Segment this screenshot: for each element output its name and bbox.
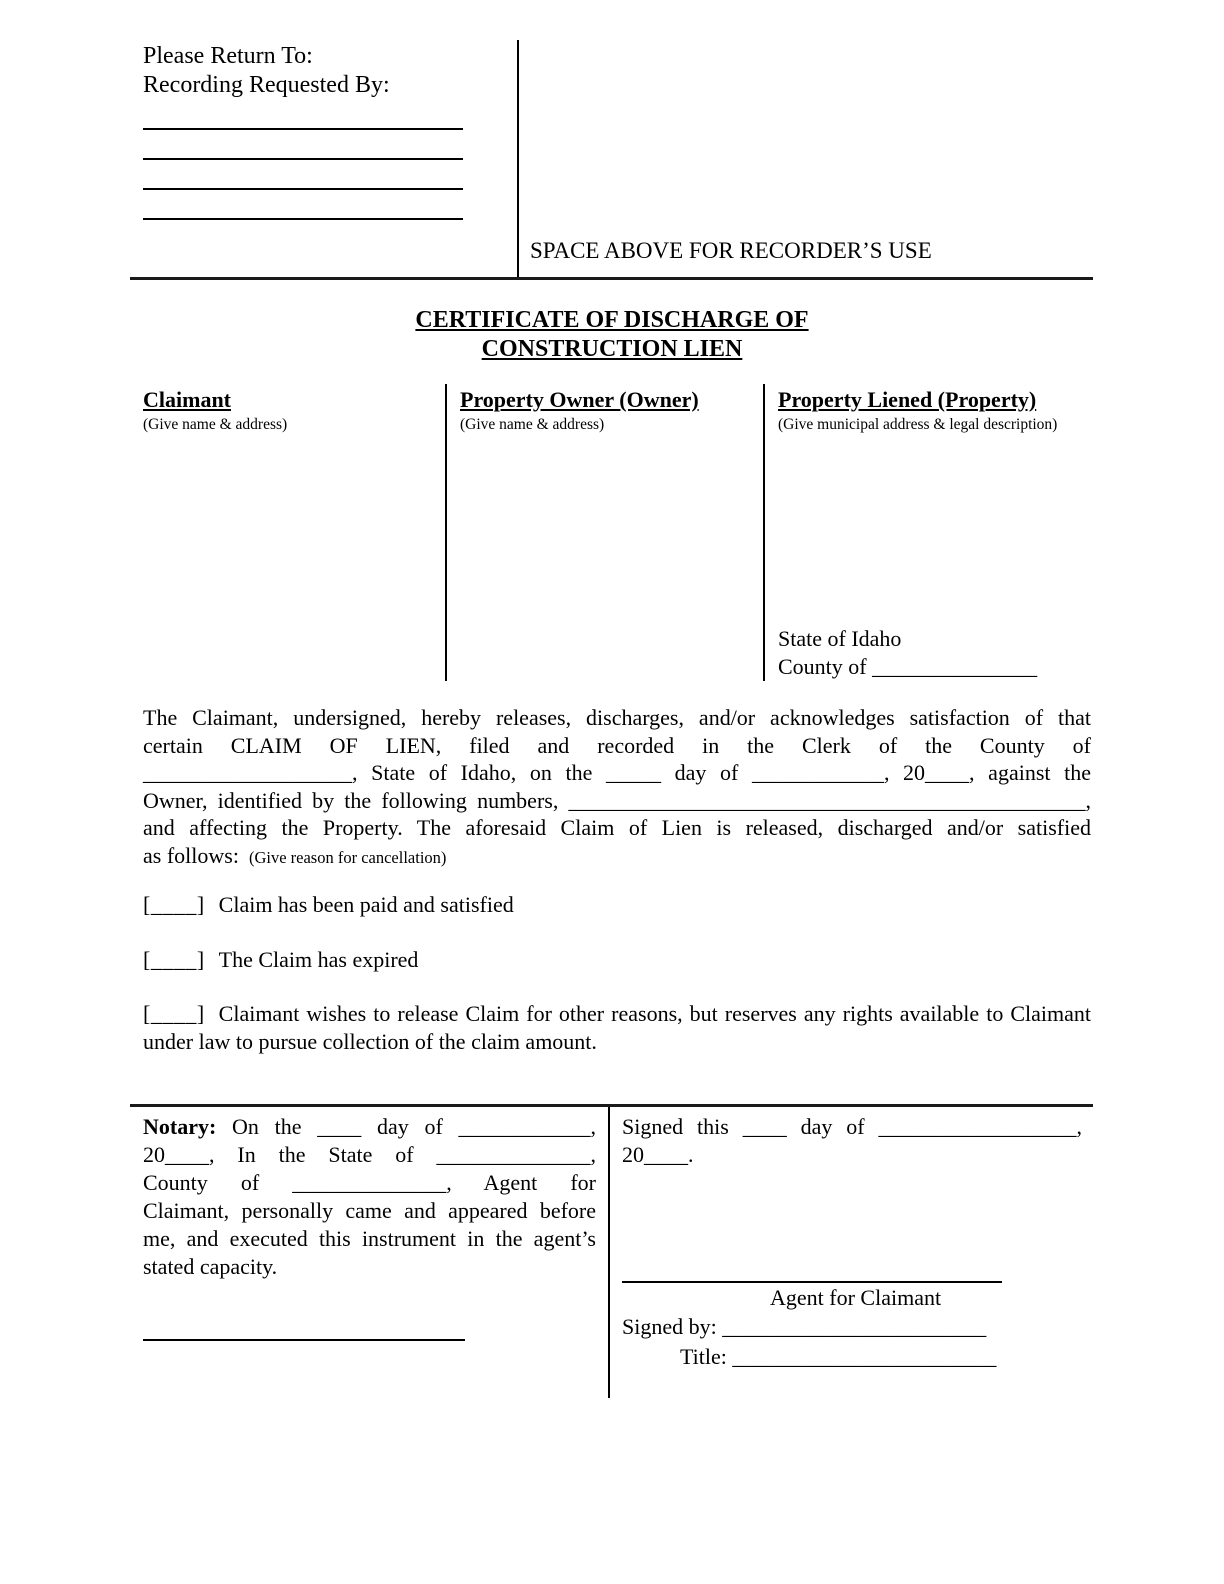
address-blank-line-2[interactable]: [143, 130, 463, 160]
notary-line-6: stated capacity.: [143, 1254, 278, 1279]
recorder-box-divider: [517, 40, 519, 277]
recorder-use-label: SPACE ABOVE FOR RECORDER’S USE: [530, 238, 932, 263]
signed-this-day-text[interactable]: Signed this ____ day of __________________, 20____.: [622, 1114, 1082, 1167]
option-other-reasons-row: [143, 1000, 1091, 1055]
notary-line-1[interactable]: [143, 1113, 596, 1141]
address-blank-line-1[interactable]: [143, 100, 463, 130]
recording-requested-label: Recording Requested By:: [143, 72, 390, 98]
option-paid-row: [143, 891, 1091, 919]
state-of-idaho-label: State of Idaho: [778, 626, 902, 651]
release-line-3[interactable]: ___________________, State of Idaho, on the _____ day of ____________, 20____, against the: [143, 760, 1091, 785]
property-caption: (Give municipal address & legal description): [778, 416, 1058, 433]
notary-signature-line[interactable]: [143, 1339, 465, 1341]
parties-table: [130, 384, 1093, 681]
as-follows-label: as follows:: [143, 842, 239, 868]
owner-column[interactable]: [445, 384, 763, 681]
notary-line-4: Claimant, personally came and appeared before: [143, 1198, 596, 1223]
release-line-4[interactable]: Owner, identified by the following numbers, _______________________________________________,: [143, 787, 1091, 813]
paid-label: Claim has been paid and satisfied: [218, 892, 514, 917]
claimant-column[interactable]: [130, 384, 445, 681]
address-blank-line-4[interactable]: [143, 190, 463, 220]
notary-line-1-text: On the ____ day of ____________,: [216, 1114, 596, 1139]
notary-cell: [130, 1107, 608, 1398]
title-line-1: CERTIFICATE OF DISCHARGE OF: [415, 307, 809, 333]
release-last-line: [143, 842, 1091, 872]
property-heading: Property Liened (Property): [778, 387, 1037, 412]
cancellation-reason-note: (Give reason for cancellation): [248, 847, 447, 867]
property-state-county: [778, 625, 1093, 681]
release-paragraph: [143, 704, 1091, 871]
county-of-blank[interactable]: County of _______________: [778, 654, 1038, 679]
owner-caption: (Give name & address): [460, 416, 605, 433]
paid-checkbox[interactable]: [____]: [143, 892, 205, 917]
please-return-label: Please Return To:: [143, 43, 313, 69]
expired-checkbox[interactable]: [____]: [143, 946, 205, 972]
notary-line-2[interactable]: 20____, In the State of ______________,: [143, 1142, 596, 1167]
header-rule: [130, 277, 1093, 280]
notary-line-5: me, and executed this instrument in the agent’s: [143, 1226, 596, 1251]
expired-label: The Claim has expired: [218, 946, 419, 972]
other-reasons-checkbox[interactable]: [____]: [143, 1001, 205, 1026]
return-address-block: [143, 42, 473, 220]
document-title: [0, 306, 1224, 364]
owner-heading: Property Owner (Owner): [460, 387, 699, 412]
option-expired-row: [143, 946, 1091, 974]
discharge-options: [143, 891, 1091, 1082]
claimant-caption: (Give name & address): [143, 416, 288, 433]
property-column[interactable]: [763, 384, 1093, 681]
release-line-2: certain CLAIM OF LIEN, filed and recorded in the Clerk of the County of: [143, 732, 1091, 758]
other-reasons-label: Claimant wishes to release Claim for other reasons, but reserves any rights available to Claimant under law to pursue collection of the claim amount.: [143, 1001, 1091, 1054]
notary-label: Notary:: [143, 1114, 217, 1139]
notary-line-3[interactable]: County of ______________, Agent for: [143, 1170, 596, 1195]
claimant-signature-cell: [608, 1107, 1093, 1398]
agent-for-claimant-label: Agent for Claimant: [770, 1285, 942, 1310]
claimant-heading: Claimant: [143, 387, 231, 412]
title-blank[interactable]: Title: ________________________: [680, 1344, 997, 1369]
notary-signature-section: [130, 1104, 1093, 1398]
title-line-2: CONSTRUCTION LIEN: [481, 336, 743, 362]
release-line-5: and affecting the Property. The aforesaid Claim of Lien is released, discharged and/or satisfied: [143, 815, 1091, 840]
address-blank-line-3[interactable]: [143, 160, 463, 190]
signed-by-blank[interactable]: Signed by: ________________________: [622, 1314, 987, 1339]
release-line-1: The Claimant, undersigned, hereby releases, discharges, and/or acknowledges satisfaction of that: [143, 705, 1091, 730]
